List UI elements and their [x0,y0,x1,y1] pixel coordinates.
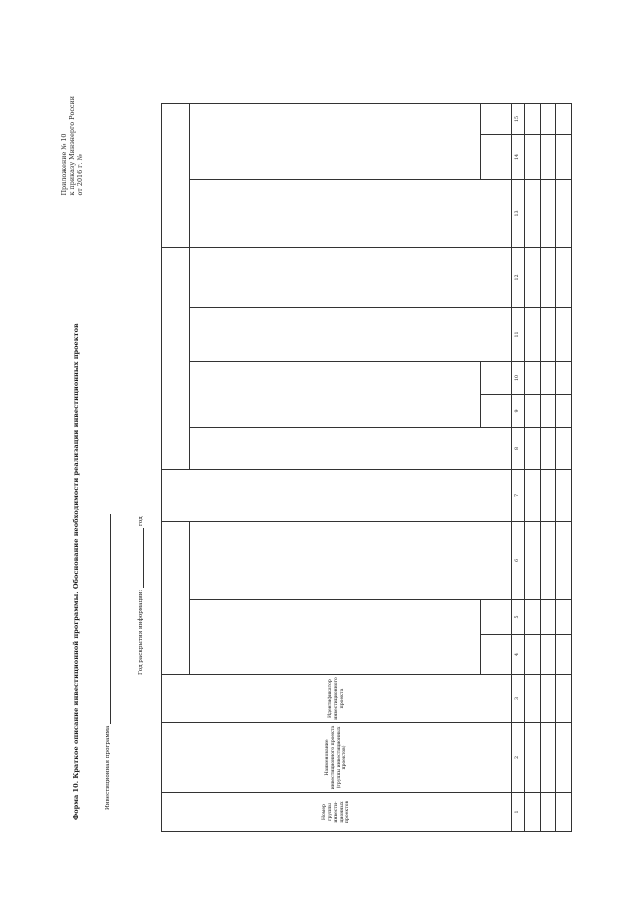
table-cell [525,635,541,675]
program-label: Инвестиционная программа [105,725,111,810]
col-number-7: 7 [512,469,525,521]
col-number-14: 14 [512,134,525,179]
table-cell [525,103,541,134]
col-number-12: 12 [512,247,525,307]
year-row [137,516,144,675]
header-payment-size [162,469,512,521]
header-contracts-group [162,521,190,674]
table-cell [525,361,541,394]
header-contracts-number [481,600,512,635]
table-cell [525,307,541,361]
header-deadline-number [481,361,512,394]
col-number-5: 5 [512,600,525,635]
table-cell [540,521,556,599]
table-cell [540,134,556,179]
header-planned-pipeline [190,247,512,307]
table-cell [556,307,572,361]
table-cell [540,307,556,361]
header-project-name: Наименование инвестиционного проекта (группы инвестиционных проектов) [162,723,512,793]
table-cell [525,521,541,599]
header-contracts-other [190,521,512,599]
table-cell [556,103,572,134]
investment-table [161,103,572,832]
table-cell [556,179,572,247]
table-cell [540,427,556,469]
table-cell [540,635,556,675]
header-project-id: Идентификатор инвестиционного проекта [162,675,512,723]
table-cell [556,394,572,427]
table-cell [556,469,572,521]
col-number-6: 6 [512,521,525,599]
table-row [540,103,556,831]
header-contracts-year [481,635,512,675]
table-cell [525,179,541,247]
table-cell [525,394,541,427]
header-deadline-year [481,394,512,427]
header-capacity [190,103,481,179]
table-cell [540,394,556,427]
table-cell [525,427,541,469]
appendix-from: от [76,188,84,196]
col-number-11: 11 [512,307,525,361]
header-contracts-count [190,600,481,675]
table-cell [525,723,541,793]
table-cell [525,793,541,832]
form-title: Форма 10. Краткое описание инвестиционной программы. Обоснование необходимости реализации инвестиционных проектов [72,323,80,820]
rotated-page [60,90,580,850]
table-cell [525,675,541,723]
header-period-start [190,427,512,469]
header-capacity-name [190,179,512,247]
table-cell [540,793,556,832]
table-cell [540,361,556,394]
table-cell [556,675,572,723]
table-cell [540,469,556,521]
header-capacity-value [481,134,512,179]
table-cell [556,635,572,675]
header-row-1 [162,103,190,831]
header-group-number: Номер группы инвести-ционных проектов [162,793,512,832]
table-cell [556,793,572,832]
table-cell [525,600,541,635]
col-number-1: 1 [512,793,525,832]
col-number-3: 3 [512,675,525,723]
year-label: Год раскрытия информации: [138,589,144,675]
table-cell [525,469,541,521]
header-tech-group [162,103,190,247]
col-number-10: 10 [512,361,525,394]
col-number-13: 13 [512,179,525,247]
table-cell [556,134,572,179]
header-capacity-unit [481,103,512,134]
table-cell [556,361,572,394]
program-label-row [104,514,111,810]
appendix-line-1: Приложение № 10 [60,133,68,196]
table-cell [540,103,556,134]
col-number-2: 2 [512,723,525,793]
table-cell [540,723,556,793]
table-cell [540,600,556,635]
column-number-row [512,103,525,831]
header-planned-deadline [190,361,481,427]
appendix-block [60,96,84,196]
program-name-line [104,514,111,724]
year-line [137,528,144,588]
header-period-group [162,247,190,469]
table-cell [556,427,572,469]
table-cell [540,675,556,723]
appendix-year: 2016 г. № [76,154,84,187]
table-cell [540,247,556,307]
year-suffix: год [138,516,144,527]
table-row [525,103,541,831]
table-cell [556,600,572,635]
table-cell [556,247,572,307]
col-number-4: 4 [512,635,525,675]
table-cell [556,723,572,793]
appendix-line-2: к приказу Минэнерго России [68,96,76,196]
table-cell [540,179,556,247]
appendix-line-3 [76,96,84,196]
col-number-9: 9 [512,394,525,427]
col-number-8: 8 [512,427,525,469]
header-planned-objects [190,307,512,361]
col-number-15: 15 [512,103,525,134]
table-cell [556,521,572,599]
table-cell [525,247,541,307]
table-row [556,103,572,831]
table-cell [525,134,541,179]
